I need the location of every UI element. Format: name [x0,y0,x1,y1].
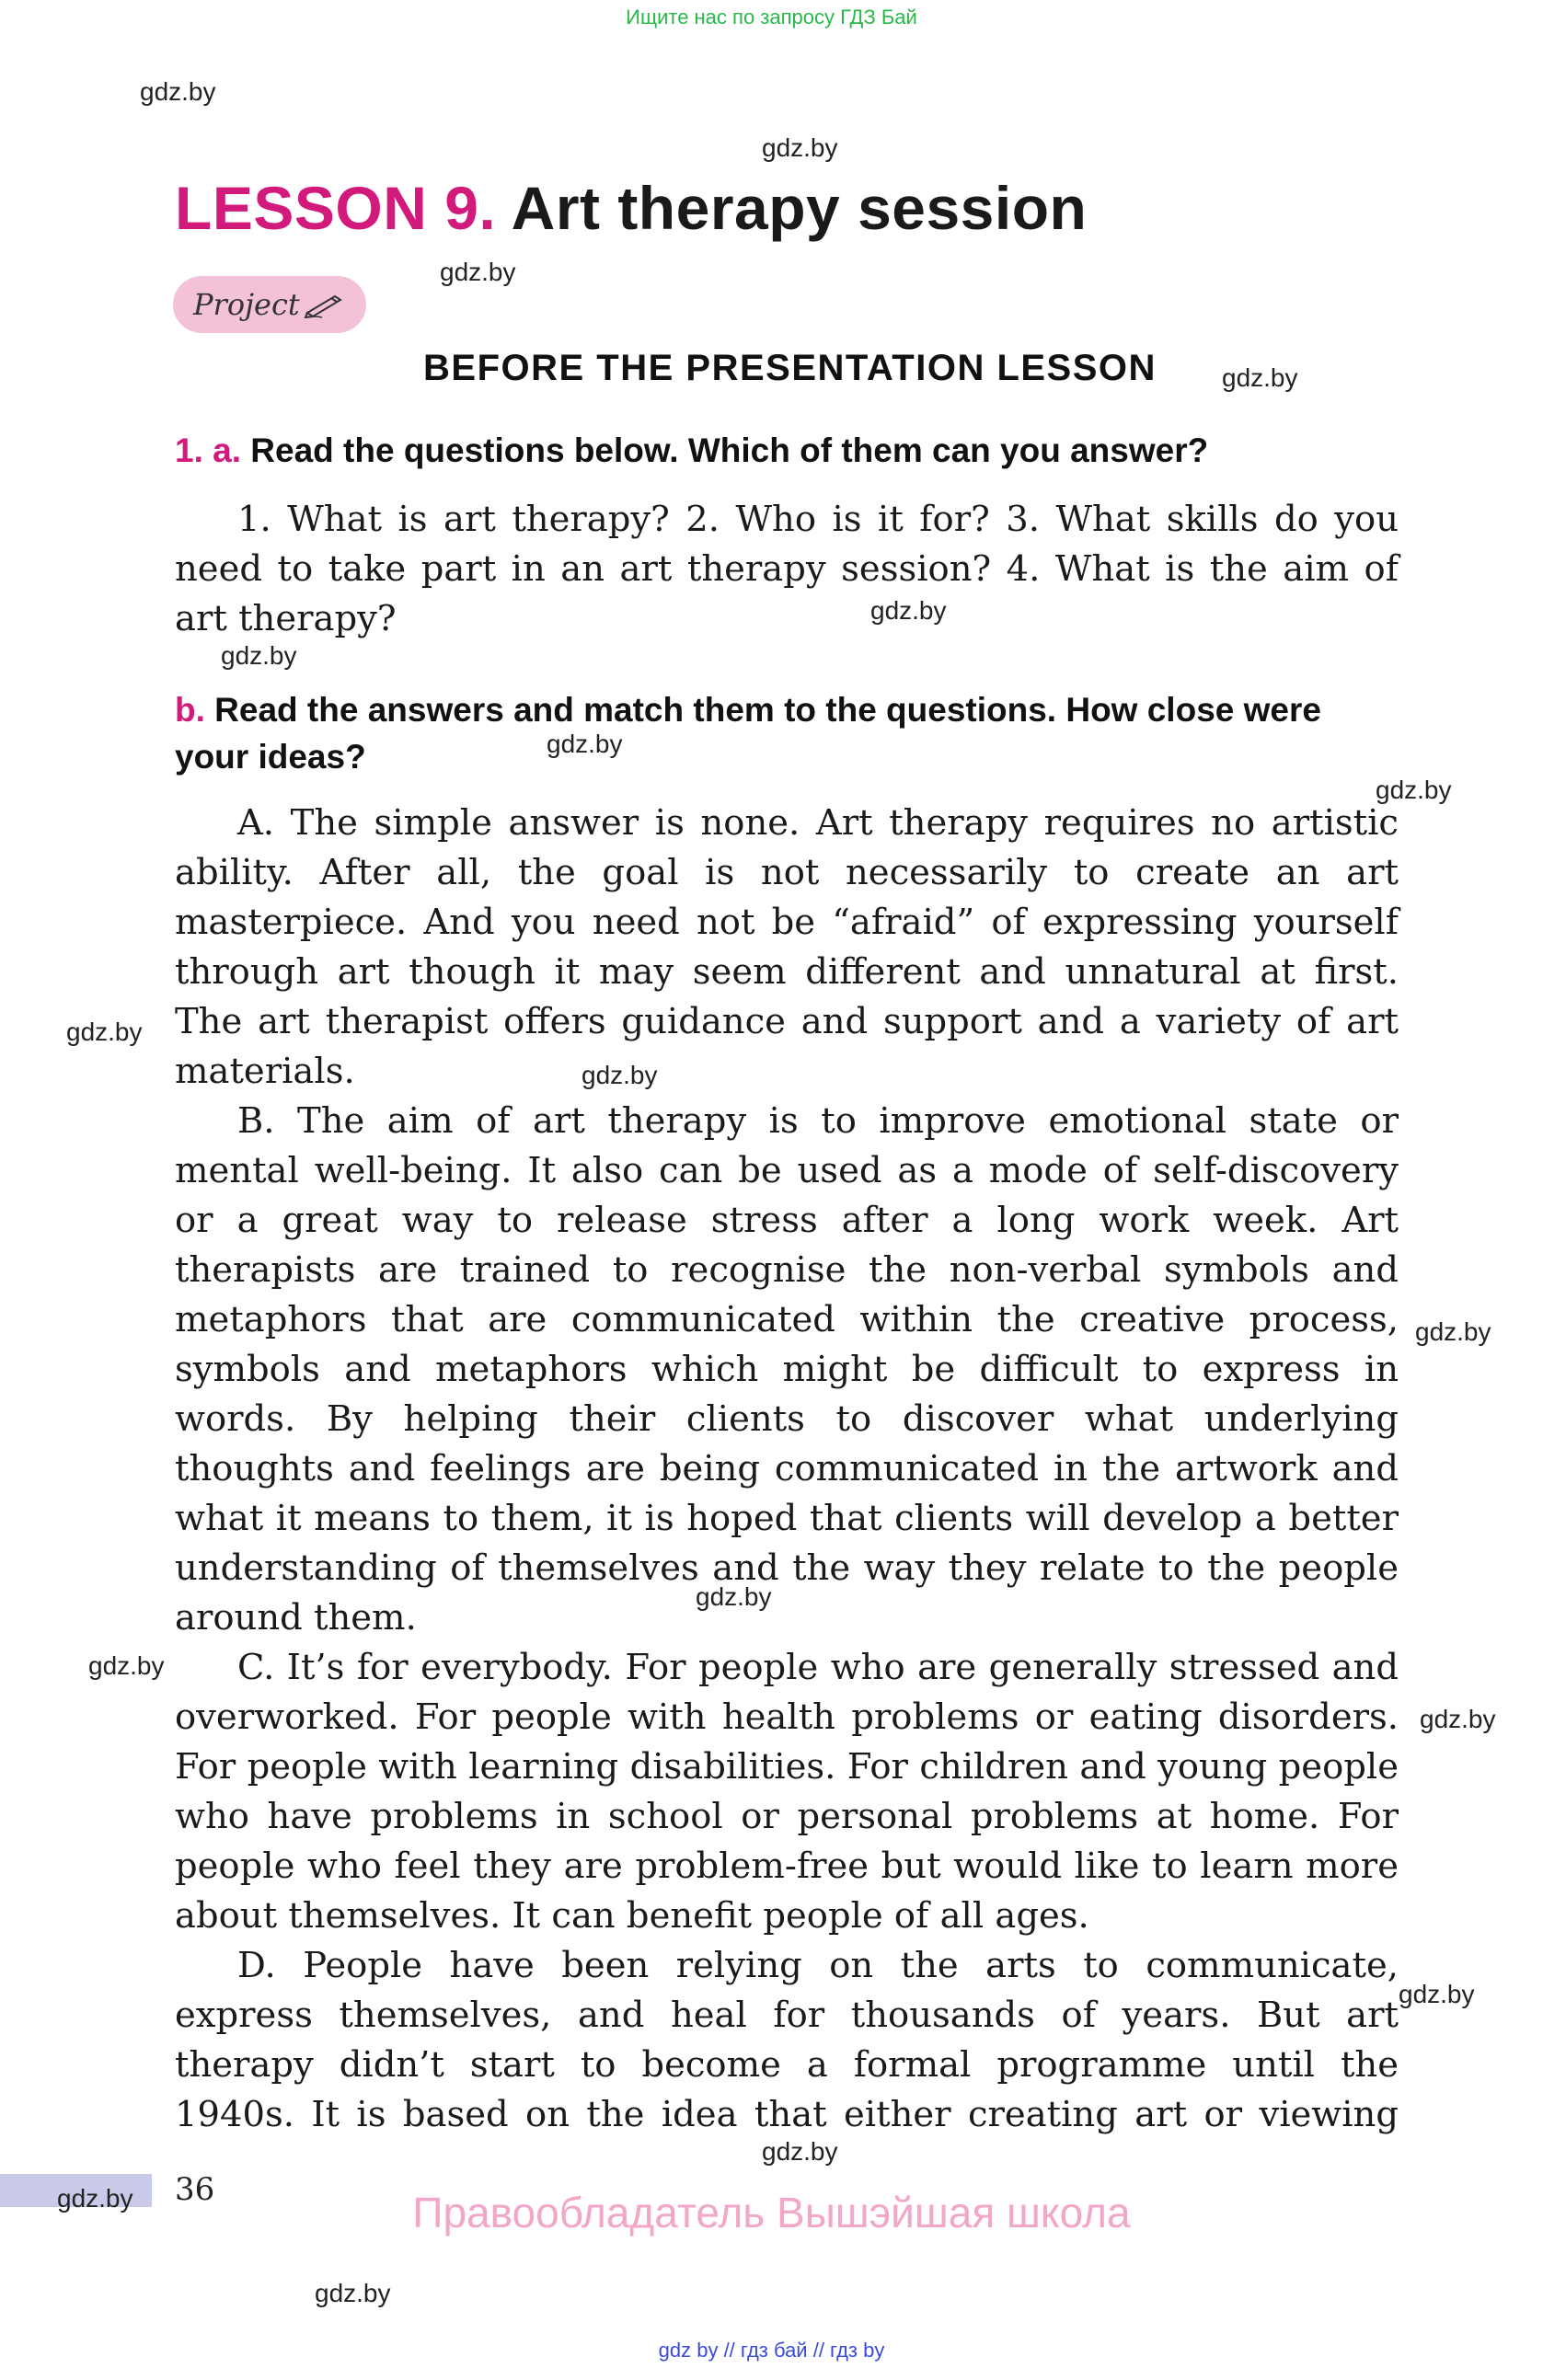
copyright-notice: Правообладатель Вышэйшая школа [412,2189,1131,2236]
watermark: gdz.by [440,258,516,286]
watermark: gdz.by [582,1061,658,1089]
watermark: gdz.by [870,596,947,625]
task-number: 1. a. [175,431,241,469]
watermark: gdz.by [547,730,623,758]
questions-paragraph [175,495,1399,644]
pencil-icon [304,291,346,318]
top-search-hint[interactable]: Ищите нас по запросу ГДЗ Бай [626,6,917,29]
section-heading: BEFORE THE PRESENTATION LESSON [423,348,1157,388]
lesson-name: Art therapy session [511,174,1088,242]
task-1b [175,686,1399,780]
project-badge [173,276,366,333]
watermark: gdz.by [57,2184,133,2213]
questions-text: 1. What is art therapy? 2. Who is it for? 3. What skills do you need to take part in an art therapy session? 4. What is the aim of art therapy? [175,499,1399,639]
watermark: gdz.by [88,1651,165,1680]
task-instruction: Read the answers and match them to the questions. How close were your ideas? [175,691,1321,776]
task-number: b. [175,691,205,729]
answers-text [175,799,1399,2140]
answer-paragraph-b: B. The aim of art therapy is to improve emotional state or mental well-being. It also can be used as a mode of self-discovery or a great way to release stress after a long work week. Art therapists are trained to recognise the non-verbal symbols and metaphors that are communicated within the creative process, symbols and metaphors which might be difficult to express in words. By helping their clients to discover what underlying thoughts and feelings are being communicated in the artwork and what it means to them, it is hoped that clients will develop a better understanding of themselves and the way they relate to the people around them. [175,1100,1399,1638]
watermark: gdz.by [1376,776,1452,804]
watermark: gdz.by [221,641,297,670]
footer-links[interactable]: gdz by // гдз бай // гдз by [658,2339,885,2362]
watermark: gdz.by [140,77,216,106]
watermark: gdz.by [1399,1980,1475,2008]
lesson-number: LESSON 9. [175,174,497,242]
lesson-title [175,173,1087,243]
watermark: gdz.by [762,2137,838,2166]
answer-paragraph-d: D. People have been relying on the arts to communicate, express themselves, and heal for thousands of years. But art therapy didn’t start to become a formal programme until the 1940s. It is based on the idea that either creating art or viewing [175,1945,1399,2135]
answer-paragraph-a: A. The simple answer is none. Art therapy requires no artistic ability. After all, the goal is not necessarily to create an art masterpiece. And you need not be “afraid” of expressing yourself through art though it may seem different and unnatural at first. The art therapist offers guidance and support and a variety of art materials. [175,802,1399,1092]
watermark: gdz.by [315,2279,391,2307]
project-badge-label: Project [193,287,300,322]
page-number: 36 [175,2171,215,2208]
watermark: gdz.by [66,1018,143,1046]
watermark: gdz.by [762,133,838,162]
watermark: gdz.by [696,1582,772,1611]
watermark: gdz.by [1222,363,1298,392]
watermark: gdz.by [1415,1317,1491,1346]
task-1a [175,427,1399,474]
watermark: gdz.by [1420,1705,1496,1733]
answer-paragraph-c: C. It’s for everybody. For people who are generally stressed and overworked. For people with health problems or eating disorders. For people with learning disabilities. For children and young people who have problems in school or personal problems at home. For people who feel they are problem-free but would like to learn more about themselves. It can benefit people of all ages. [175,1647,1399,1937]
task-instruction: Read the questions below. Which of them can you answer? [250,431,1209,469]
